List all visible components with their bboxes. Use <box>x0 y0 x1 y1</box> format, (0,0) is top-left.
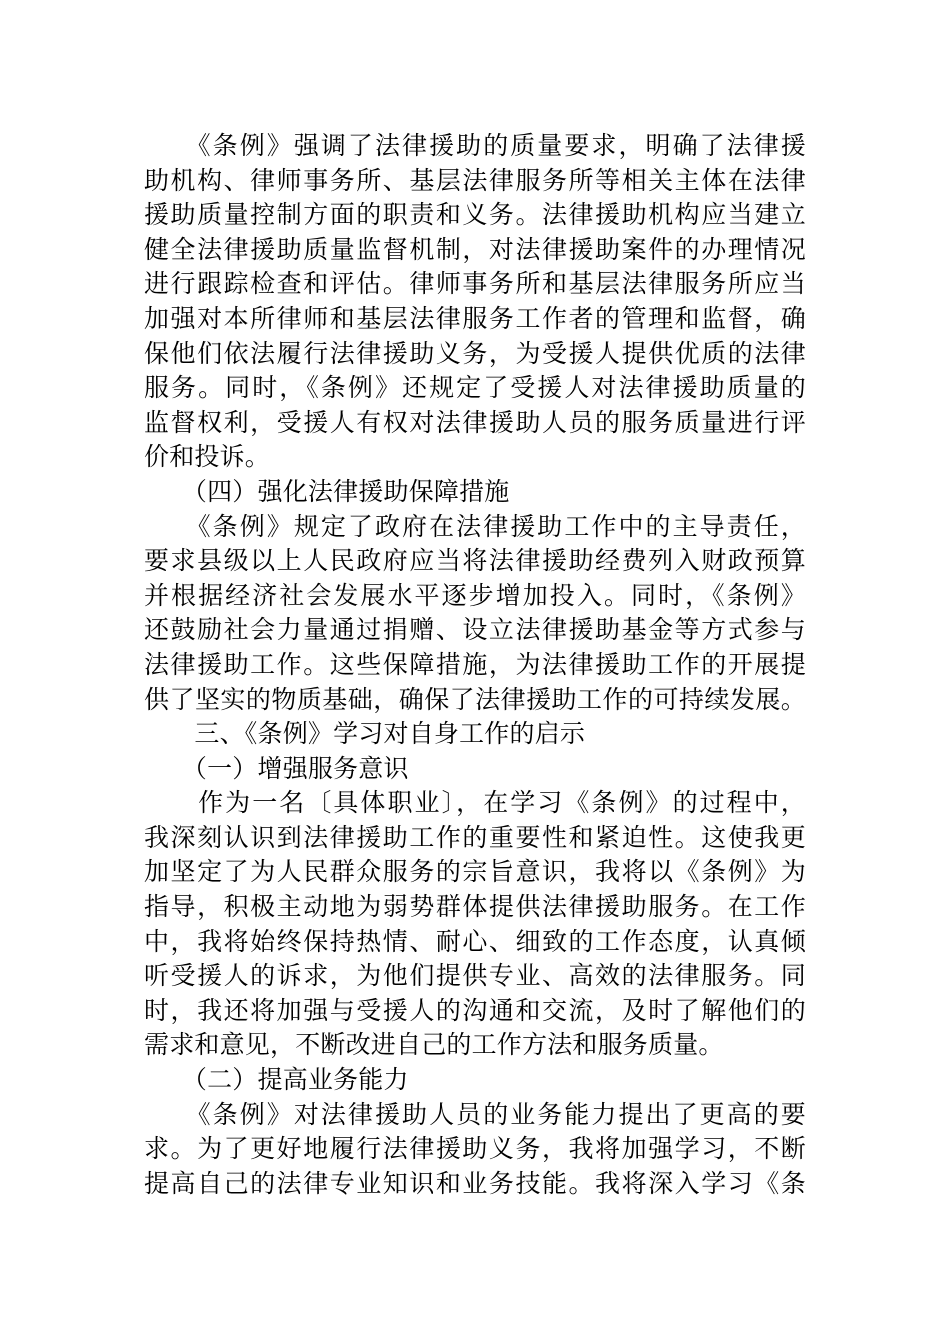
text-line: 我深刻认识到法律援助工作的重要性和紧迫性。这使我更 <box>144 822 806 852</box>
text-line: 提高自己的法律专业知识和业务技能。我将深入学习《条 <box>144 1168 806 1198</box>
text-line: 要求县级以上人民政府应当将法律援助经费列入财政预算 <box>144 546 806 576</box>
text-line: 并根据经济社会发展水平逐步增加投入。同时，《条例》 <box>144 580 806 610</box>
text-line: 法律援助工作。这些保障措施，为法律援助工作的开展提 <box>144 649 806 679</box>
text-line: 需求和意见，不断改进自己的工作方法和服务质量。 <box>144 1030 724 1060</box>
text-line: 《条例》强调了法律援助的质量要求，明确了法律援 <box>144 131 806 160</box>
text-line: 还鼓励社会力量通过捐赠、设立法律援助基金等方式参与 <box>144 615 806 645</box>
text-line: 《条例》对法律援助人员的业务能力提出了更高的要 <box>144 1099 806 1129</box>
text-line: 供了坚实的物质基础，确保了法律援助工作的可持续发展。 <box>144 684 806 714</box>
text-line: 价和投诉。 <box>144 442 271 472</box>
text-line: 服务。同时，《条例》还规定了受援人对法律援助质量的 <box>144 373 806 403</box>
text-line: 作为一名〔具体职业〕，在学习《条例》的过程中， <box>144 788 806 818</box>
section-heading: （二）提高业务能力 <box>144 1065 409 1095</box>
document-body <box>144 129 806 1201</box>
text-line: 加强对本所律师和基层法律服务工作者的管理和监督，确 <box>144 303 806 333</box>
text-line: 加坚定了为人民群众服务的宗旨意识，我将以《条例》为 <box>144 857 806 887</box>
text-line: 时，我还将加强与受援人的沟通和交流，及时了解他们的 <box>144 995 806 1025</box>
text-line: 监督权利，受援人有权对法律援助人员的服务质量进行评 <box>144 407 806 437</box>
text-line: 健全法律援助质量监督机制，对法律援助案件的办理情况 <box>144 234 806 264</box>
text-line: 指导，积极主动地为弱势群体提供法律援助服务。在工作 <box>144 892 806 922</box>
text-line: 求。为了更好地履行法律援助义务，我将加强学习，不断 <box>144 1134 806 1164</box>
text-line: 保他们依法履行法律援助义务，为受援人提供优质的法律 <box>144 338 806 368</box>
text-line: 助机构、律师事务所、基层法律服务所等相关主体在法律 <box>144 165 806 195</box>
text-line: 听受援人的诉求，为他们提供专业、高效的法律服务。同 <box>144 961 806 991</box>
text-line: 援助质量控制方面的职责和义务。法律援助机构应当建立 <box>144 200 806 230</box>
section-heading: （一）增强服务意识 <box>144 753 409 783</box>
section-heading: （四）强化法律援助保障措施 <box>144 476 510 506</box>
text-line: 进行跟踪检查和评估。律师事务所和基层法律服务所应当 <box>144 269 806 299</box>
section-heading: 三、《条例》学习对自身工作的启示 <box>144 719 586 749</box>
text-line: 《条例》规定了政府在法律援助工作中的主导责任， <box>144 511 806 541</box>
text-line: 中，我将始终保持热情、耐心、细致的工作态度，认真倾 <box>144 926 806 956</box>
